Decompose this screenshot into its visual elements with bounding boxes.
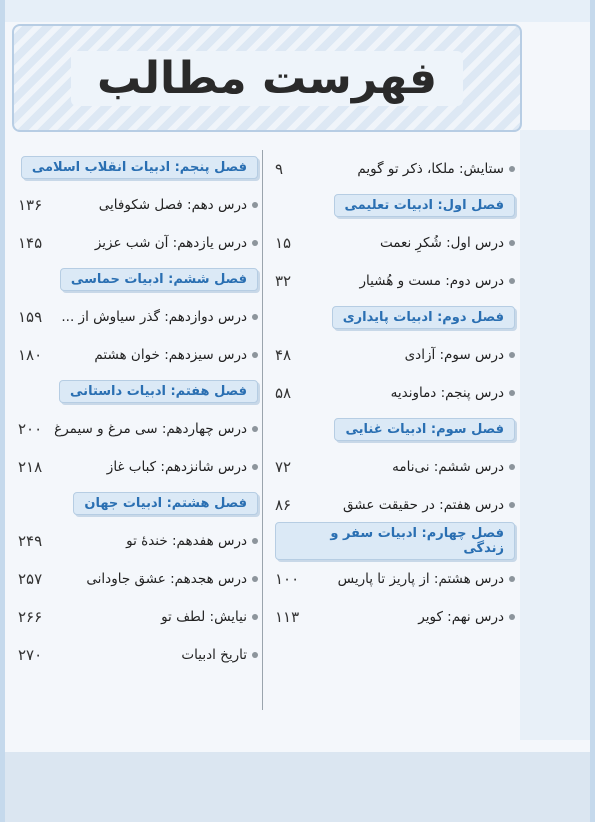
toc-entry[interactable] (18, 448, 258, 486)
toc-entry-title-wrap (61, 309, 258, 325)
top-stripe (5, 0, 590, 22)
toc-entry-title: درس سوم: آزادی (404, 347, 504, 363)
toc-entry-page: ۲۴۹ (18, 532, 43, 550)
toc-entry[interactable] (18, 522, 258, 560)
chapter-title: فصل پنجم: ادبیات انقلاب اسلامی (21, 156, 258, 179)
toc-entry-title: درس پنجم: دماوندیه (390, 385, 504, 401)
toc-entry-title-wrap (161, 609, 258, 625)
toc-entry-page: ۲۵۷ (18, 570, 43, 588)
toc-entry-title: درس شانزدهم: کباب غاز (106, 459, 247, 475)
side-band (520, 130, 590, 740)
toc-entry[interactable] (18, 298, 258, 336)
toc-entry-title-wrap (95, 235, 258, 251)
toc-entry-title: درس یازدهم: آن شب عزیز (94, 235, 247, 251)
bullet-dot-icon (509, 166, 515, 172)
toc-entry-title-wrap (392, 459, 515, 475)
chapter-title: فصل هفتم: ادبیات داستانی (59, 380, 258, 403)
chapter-title: فصل هشتم: ادبیات جهان (73, 492, 258, 515)
toc-entry-title-wrap (391, 385, 515, 401)
toc-entry-title: درس هجدهم: عشق جاودانی (86, 571, 247, 587)
toc-entry-title-wrap (343, 497, 515, 513)
toc-entry-title: تاریخ ادبیات (181, 647, 247, 663)
toc-entry[interactable] (275, 336, 515, 374)
bullet-dot-icon (509, 390, 515, 396)
toc-entry-title-wrap (338, 571, 515, 587)
toc-entry-page: ۱۵ (275, 234, 292, 252)
bullet-dot-icon (252, 240, 258, 246)
bullet-dot-icon (509, 614, 515, 620)
toc-entry-title: درس اول: شُکرِ نعمت (379, 235, 504, 251)
bullet-dot-icon (509, 464, 515, 470)
toc-entry[interactable] (275, 262, 515, 300)
title-plate (71, 51, 463, 106)
toc-entry-title: ستایش: ملکا، ذکر تو گویم (357, 161, 504, 177)
toc-entry-title-wrap (357, 161, 515, 177)
chapter-title: فصل دوم: ادبیات پایداری (332, 306, 515, 329)
toc-entry[interactable] (18, 186, 258, 224)
toc-entry-title-wrap (94, 347, 258, 363)
chapter-header (18, 374, 258, 410)
toc-entry-title: درس هفدهم: خندهٔ تو (126, 533, 247, 549)
toc-entry-title-wrap (107, 459, 258, 475)
toc-entry[interactable] (275, 448, 515, 486)
toc-entry[interactable] (275, 150, 515, 188)
toc-entry-title: درس دوم: مست و هُشیار (359, 273, 504, 289)
bullet-dot-icon (252, 652, 258, 658)
toc-entry-page: ۱۱۳ (275, 608, 300, 626)
toc-entry-page: ۲۶۶ (18, 608, 43, 626)
bullet-dot-icon (509, 502, 515, 508)
toc-entry[interactable] (275, 486, 515, 524)
toc-entry-title-wrap (99, 197, 258, 213)
toc-entry-page: ۱۰۰ (275, 570, 300, 588)
chapter-header (275, 412, 515, 448)
toc-entry-title: درس هشتم: از پاریز تا پاریس (337, 571, 504, 587)
toc-entry-title-wrap (405, 347, 515, 363)
toc-entry-title-wrap (86, 571, 258, 587)
toc-entry[interactable] (275, 598, 515, 636)
chapter-title: فصل سوم: ادبیات غنایی (334, 418, 515, 441)
bullet-dot-icon (509, 278, 515, 284)
toc-entry-page: ۳۲ (275, 272, 292, 290)
bullet-dot-icon (252, 314, 258, 320)
bullet-dot-icon (509, 352, 515, 358)
toc-entry[interactable] (18, 224, 258, 262)
right-border (590, 0, 595, 822)
toc-entry-title: درس سیزدهم: خوان هشتم (94, 347, 247, 363)
toc-entry-page: ۱۸۰ (18, 346, 43, 364)
toc-entry-title: نیایش: لطف تو (161, 609, 247, 625)
title-banner (12, 24, 522, 132)
bullet-dot-icon (252, 576, 258, 582)
toc-entry[interactable] (275, 374, 515, 412)
bullet-dot-icon (252, 426, 258, 432)
toc-entry[interactable] (18, 410, 258, 448)
toc-entry-title: درس چهاردهم: سی مرغ و سیمرغ (54, 421, 247, 437)
toc-entry-page: ۹ (275, 160, 284, 178)
toc-entry-title: درس نهم: کویر (418, 609, 504, 625)
toc-entry-title-wrap (359, 273, 515, 289)
toc-entry[interactable] (18, 560, 258, 598)
bullet-dot-icon (252, 464, 258, 470)
chapter-title: فصل اول: ادبیات تعلیمی (334, 194, 515, 217)
toc-entry[interactable] (275, 560, 515, 598)
bullet-dot-icon (252, 202, 258, 208)
chapter-title: فصل چهارم: ادبیات سفر و زندگی (275, 522, 515, 560)
toc-column-right (275, 150, 515, 636)
toc-entry[interactable] (18, 636, 258, 674)
chapter-header (275, 524, 515, 560)
toc-entry[interactable] (275, 224, 515, 262)
toc-entry-title-wrap (380, 235, 515, 251)
chapter-title: فصل ششم: ادبیات حماسی (60, 268, 258, 291)
toc-entry-title-wrap (418, 609, 515, 625)
toc-entry-page: ۷۲ (275, 458, 292, 476)
chapter-header (18, 486, 258, 522)
toc-entry-page: ۱۵۹ (18, 308, 43, 326)
toc-entry[interactable] (18, 336, 258, 374)
bullet-dot-icon (252, 538, 258, 544)
toc-entry-page: ۲۱۸ (18, 458, 43, 476)
bullet-dot-icon (509, 576, 515, 582)
bullet-dot-icon (252, 352, 258, 358)
toc-entry-page: ۱۴۵ (18, 234, 43, 252)
toc-entry-title: درس دهم: فصل شکوفایی (98, 197, 247, 213)
chapter-header (275, 300, 515, 336)
page-title: فهرست مطالب (96, 52, 438, 104)
toc-entry-title: درس هفتم: در حقیقت عشق (343, 497, 504, 513)
toc-entry-page: ۲۷۰ (18, 646, 43, 664)
chapter-header (18, 150, 258, 186)
toc-column-left (18, 150, 258, 674)
toc-entry-title: درس دوازدهم: گذر سیاوش از ... (61, 309, 247, 325)
column-divider (262, 150, 263, 710)
toc-entry-page: ۸۶ (275, 496, 292, 514)
toc-entry-page: ۱۳۶ (18, 196, 43, 214)
toc-entry[interactable] (18, 598, 258, 636)
toc-entry-page: ۵۸ (275, 384, 292, 402)
toc-entry-title-wrap (54, 421, 258, 437)
toc-entry-page: ۴۸ (275, 346, 292, 364)
toc-entry-title: درس ششم: نی‌نامه (392, 459, 504, 475)
bullet-dot-icon (252, 614, 258, 620)
bullet-dot-icon (509, 240, 515, 246)
chapter-header (18, 262, 258, 298)
left-border (0, 0, 5, 822)
toc-entry-page: ۲۰۰ (18, 420, 43, 438)
footer-band (5, 752, 590, 822)
toc-entry-title-wrap (126, 533, 258, 549)
toc-entry-title-wrap (181, 647, 258, 663)
chapter-header (275, 188, 515, 224)
